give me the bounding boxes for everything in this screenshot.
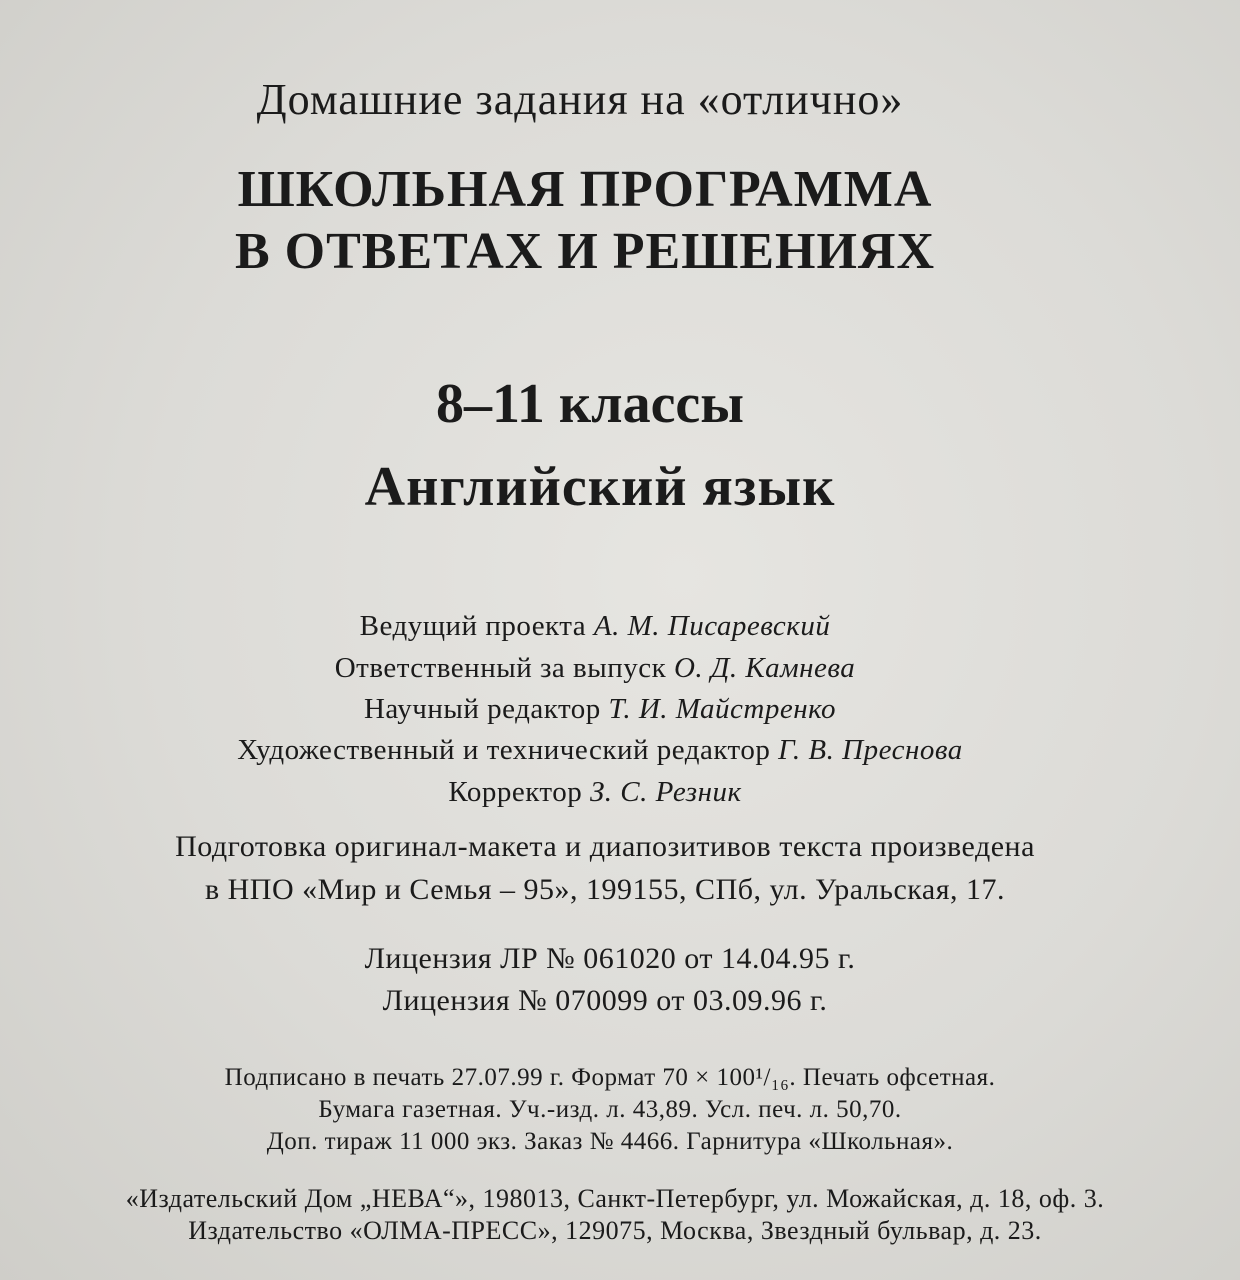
credit-role: Корректор [448,776,590,808]
technical-info-line: Доп. тираж 11 000 экз. Заказ № 4466. Гарнитура «Школьная». [266,1128,954,1155]
technical-info-line: Подписано в печать 27.07.99 г. Формат 70 × 100¹/₁₆. Печать офсетная. [224,1064,996,1091]
credit-name: Г. В. Преснова [778,734,963,766]
preparation-line-2: в НПО «Мир и Семья – 95», 199155, СПб, ул. Уральская, 17. [204,873,1006,906]
credit-line [0,776,1215,809]
series-title: Домашние задания на «отлично» [256,75,904,124]
grades-heading: 8–11 классы [435,373,745,435]
credit-role: Ответственный за выпуск [334,652,674,684]
publisher-line: Издательство «ОЛМА-ПРЕСС», 129075, Москва, Звездный бульвар, д. 23. [188,1216,1042,1245]
credit-line [0,610,1215,643]
credit-name: З. С. Резник [589,776,742,808]
credit-role: Научный редактор [363,693,609,725]
main-title-line-2: В ОТВЕТАХ И РЕШЕНИЯХ [234,223,936,280]
preparation-line-1: Подготовка оригинал-макета и диапозитивов текста произведена [175,830,1035,863]
license-line: Лицензия № 070099 от 03.09.96 г. [382,984,828,1017]
credit-line [0,652,1215,685]
credit-line [0,693,1220,726]
license-line: Лицензия ЛР № 061020 от 14.04.95 г. [364,942,856,975]
credit-name: А. М. Писаревский [593,610,831,642]
credit-role: Художественный и технический редактор [237,734,779,766]
subject-heading: Английский язык [364,456,836,518]
credit-name: Т. И. Майстренко [608,693,837,725]
credit-role: Ведущий проекта [359,610,594,642]
main-title-line-1: ШКОЛЬНАЯ ПРОГРАММА [237,161,933,218]
technical-info-line: Бумага газетная. Уч.-изд. л. 43,89. Усл. печ. л. 50,70. [318,1096,902,1123]
publisher-line: «Издательский Дом „НЕВА“», 198013, Санкт-Петербург, ул. Можайская, д. 18, оф. 3. [125,1184,1105,1213]
credit-line [0,734,1220,767]
credit-name: О. Д. Камнева [673,652,856,684]
